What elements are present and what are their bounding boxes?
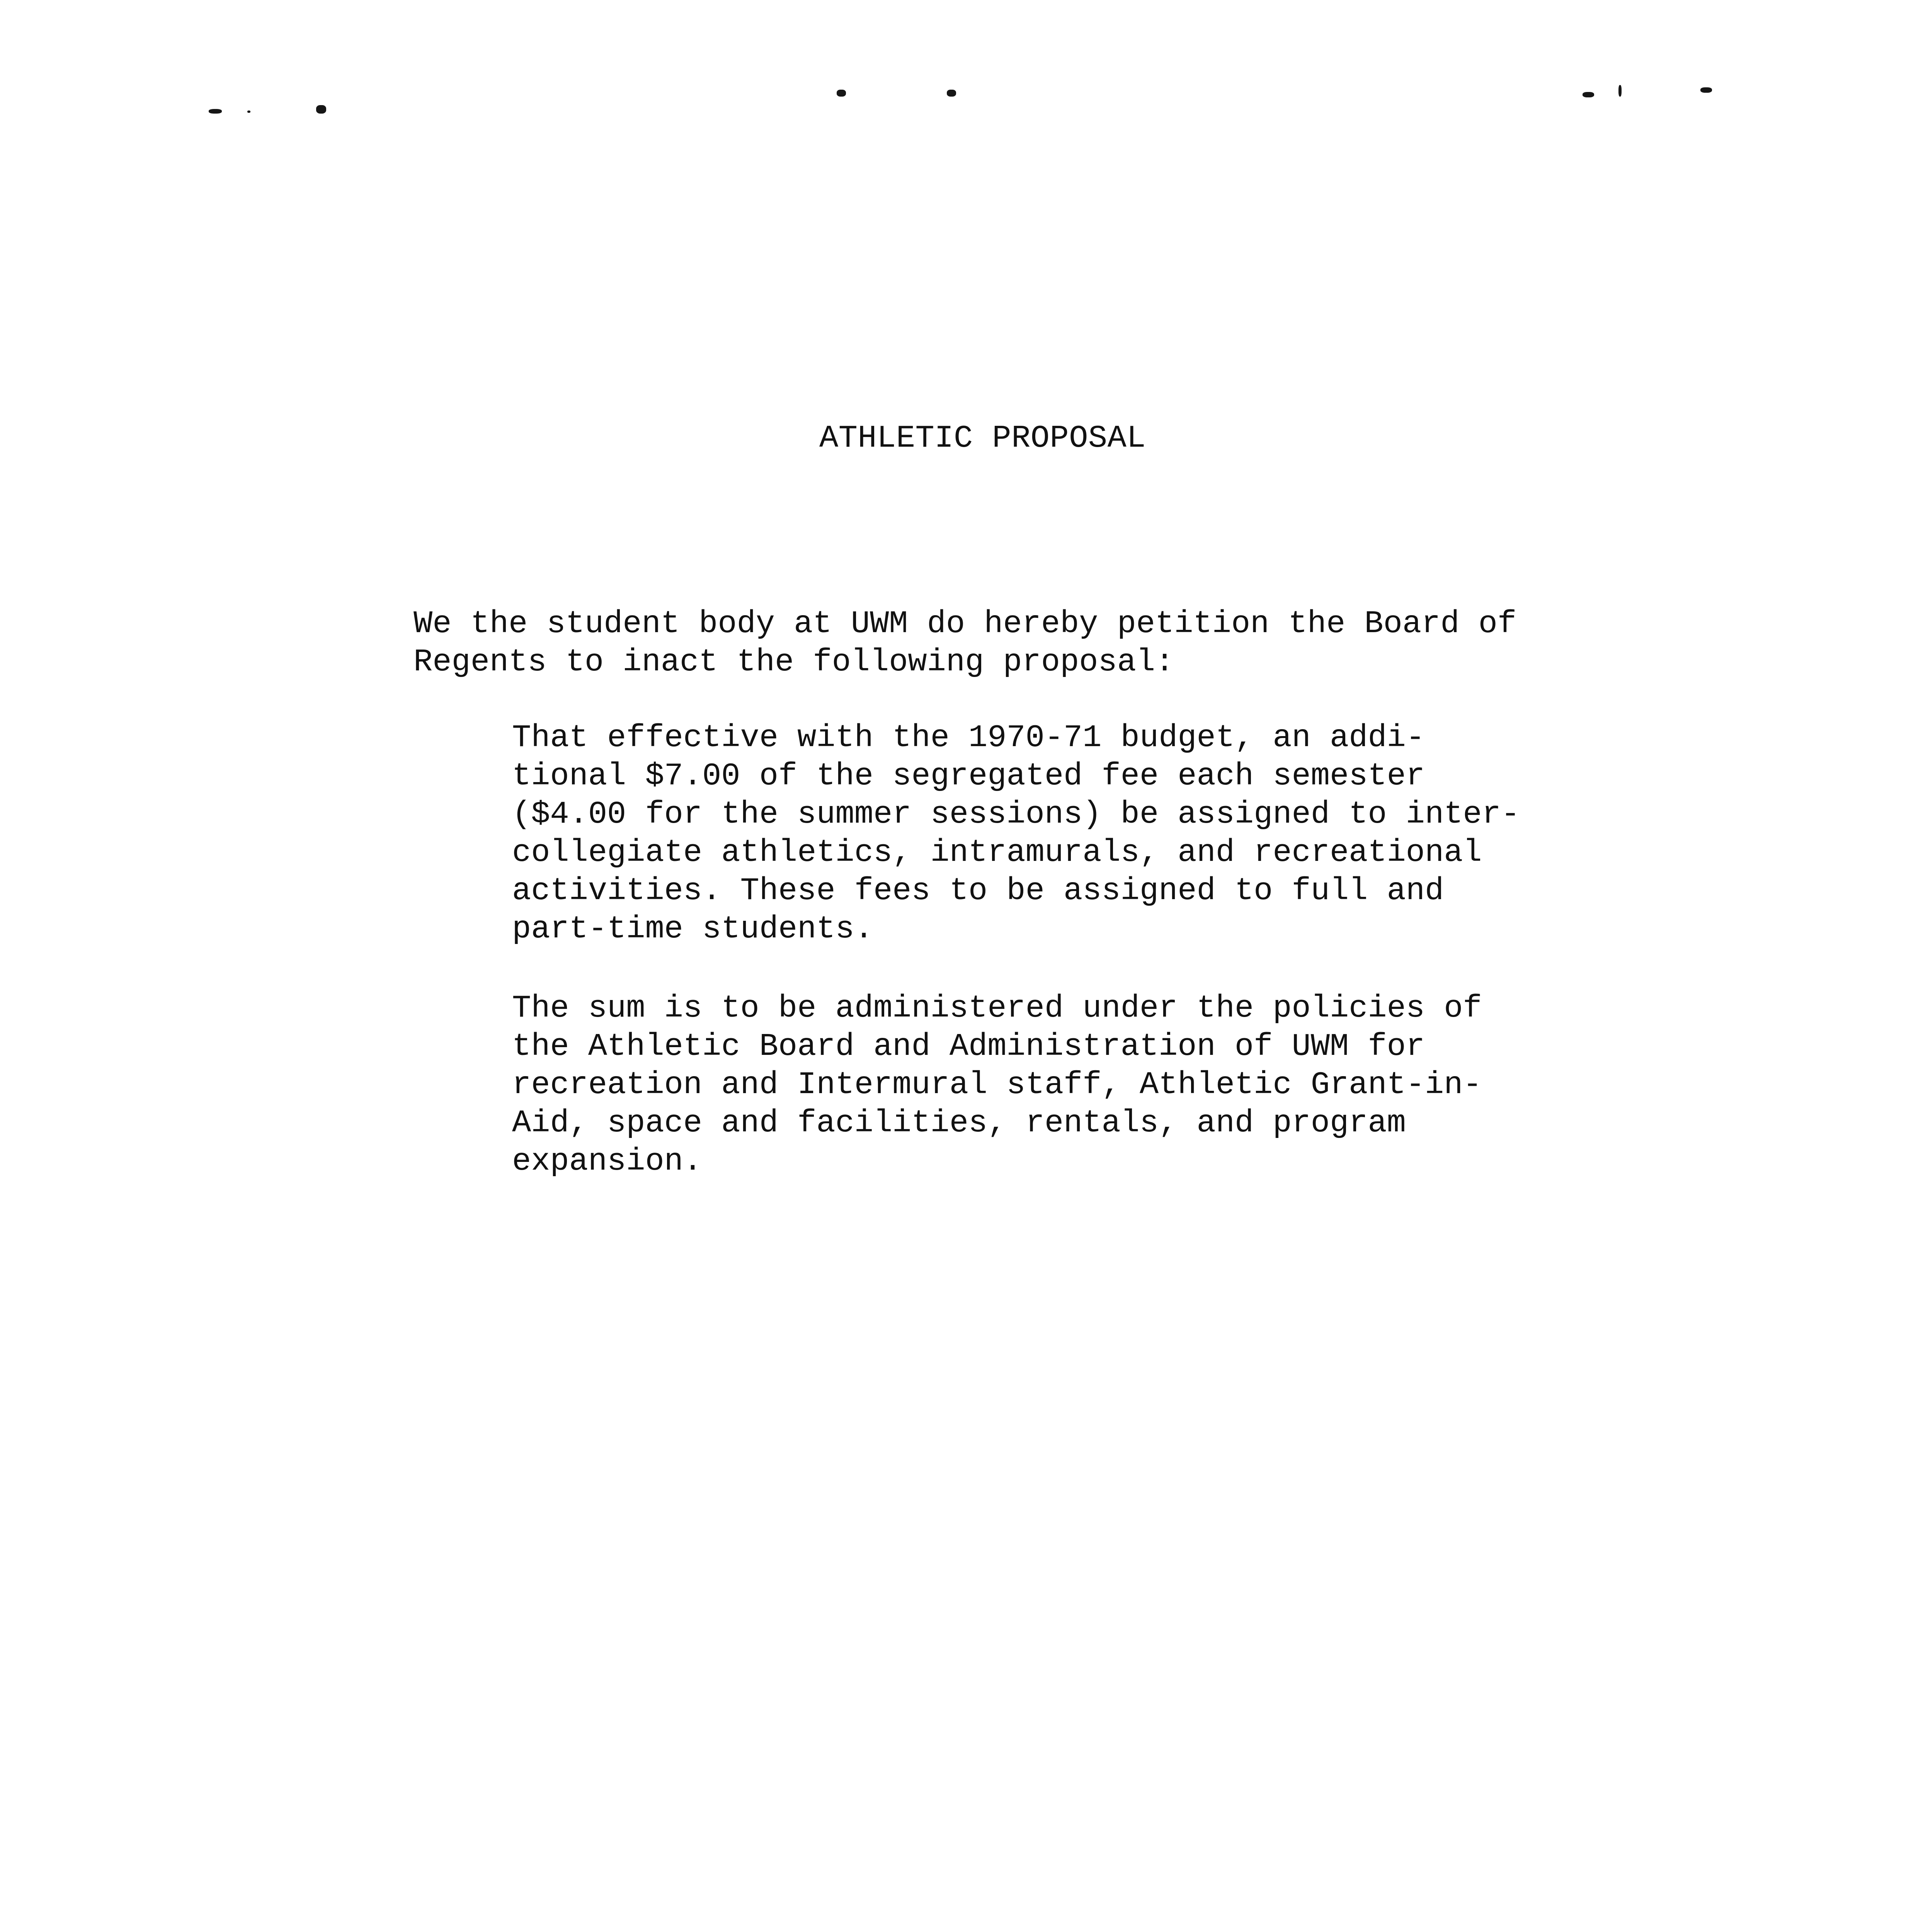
scan-speck [837, 90, 846, 97]
scan-speck [947, 90, 956, 97]
scan-speck [1618, 85, 1622, 97]
scan-speck [247, 111, 250, 113]
scan-speck [1700, 87, 1712, 93]
scan-speck [209, 109, 222, 114]
scan-speck [316, 105, 326, 114]
proposal-paragraph-administration: The sum is to be administered under the policies of the Athletic Board and Administration of UWM for recreation and Intermural staff, Athletic Grant-in- Aid, space and facilities, rentals, and program expansion. [512, 990, 1482, 1179]
page-title: ATHLETIC PROPOSAL [819, 420, 1146, 456]
proposal-paragraph-fee: That effective with the 1970-71 budget, an addi- tional $7.00 of the segregated fee each semester ($4.00 for the summer sessions) be assigned to inter- collegiate athletics, intramurals, and recreational activities. These fees to be assigned to full and part-time students. [512, 720, 1520, 947]
scan-speck [1583, 92, 1594, 97]
intro-paragraph: We the student body at UWM do hereby petition the Board of Regents to inact the following proposal: [414, 606, 1517, 680]
